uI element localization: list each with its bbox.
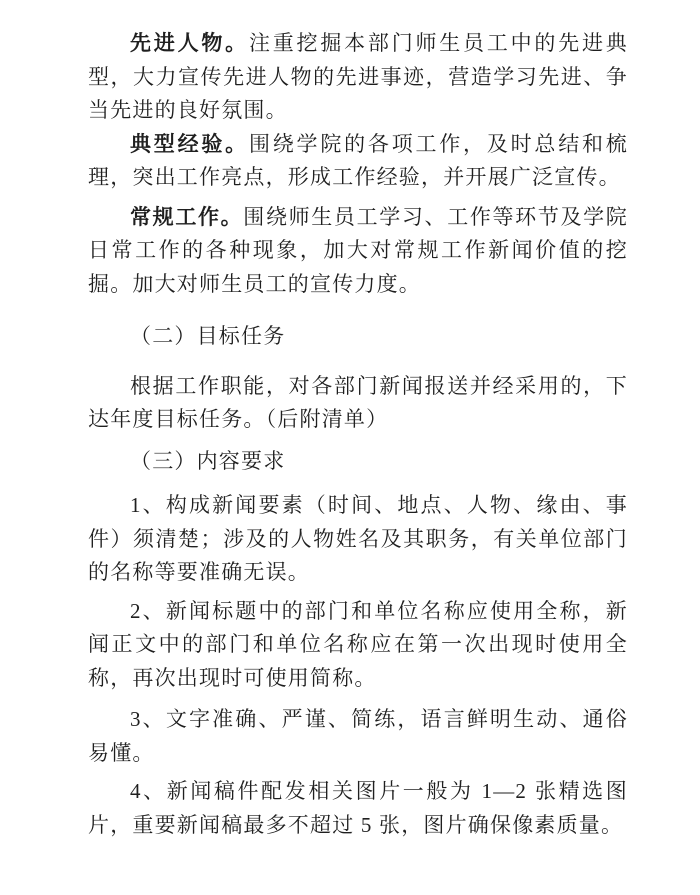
paragraph-text: 围绕学院的各项工作，及时总结和梳理，突出工作亮点，形成工作经验，并开展广泛宣传。 — [88, 131, 628, 189]
para-typical-experience-lead: 典型经验。 — [130, 131, 249, 156]
paragraph-text: 围绕师生员工学习、工作等环节及学院日常工作的各种现象，加大对常规工作新闻价值的挖掘。加大对师生员工的宣传力度。 — [88, 204, 629, 296]
paragraph-text: 1、构成新闻要素（时间、地点、人物、缘由、事件）须清楚；涉及的人物姓名及其职务，有关单位部门的名称等要准确无误。 — [88, 493, 628, 584]
paragraph-text: 2、新闻标题中的部门和单位名称应使用全称，新闻正文中的部门和单位名称应在第一次出现时使用全称，再次出现时可使用简称。 — [88, 598, 628, 690]
heading-text: （三）内容要求 — [130, 448, 286, 473]
paragraph-text: 根据工作职能，对各部门新闻报送并经采用的，下达年度目标任务。（后附清单） — [88, 373, 628, 431]
para-item-4 — [88, 775, 628, 842]
para-item-3 — [88, 703, 628, 770]
para-item-1 — [88, 489, 628, 590]
paragraph-text: 3、文字准确、严谨、简练，语言鲜明生动、通俗易懂。 — [88, 707, 628, 765]
paragraph-text: 注重挖掘本部门师生员工中的先进典型，大力宣传先进人物的先进事迹，营造学习先进、争当先进的良好氛围。 — [88, 31, 628, 122]
para-target-tasks-body — [88, 370, 628, 437]
para-routine-work — [88, 201, 628, 302]
heading-text: （二）目标任务 — [130, 324, 286, 348]
para-advanced-people — [88, 27, 628, 128]
heading-content-requirements — [88, 445, 628, 479]
heading-target-tasks — [88, 320, 628, 354]
para-routine-work-lead: 常规工作。 — [130, 204, 244, 229]
para-item-2 — [88, 595, 628, 696]
paragraph-text: 4、新闻稿件配发相关图片一般为 1—2 张精选图片，重要新闻稿最多不超过 5 张，图片确保像素质量。 — [88, 779, 628, 837]
document-body — [88, 27, 628, 842]
para-advanced-people-lead: 先进人物。 — [130, 31, 249, 55]
para-typical-experience — [88, 128, 628, 195]
